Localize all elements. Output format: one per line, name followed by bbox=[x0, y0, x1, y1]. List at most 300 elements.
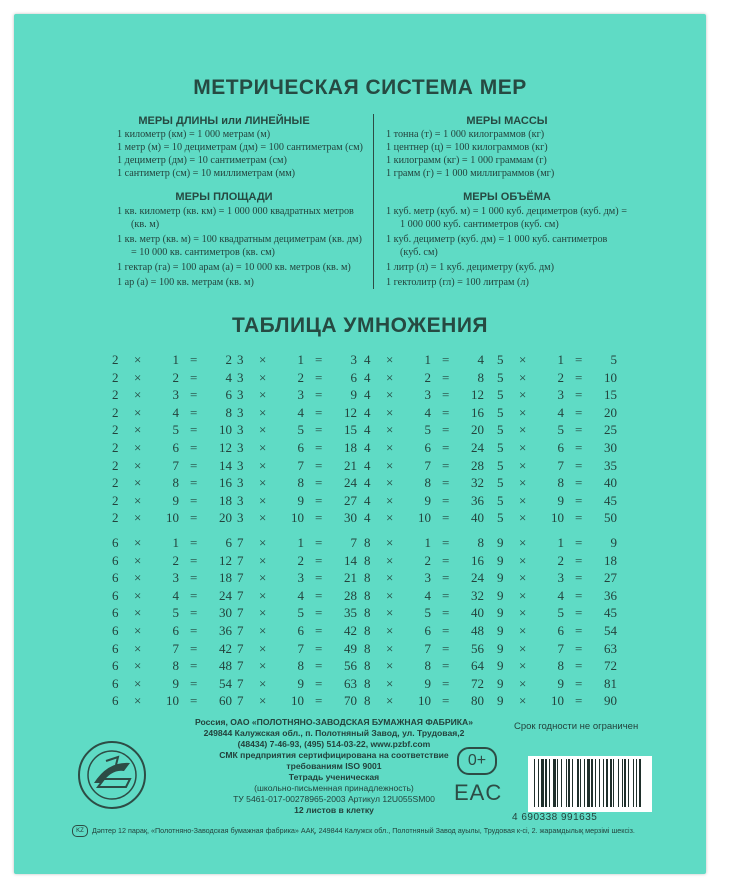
mult-equals: = bbox=[315, 352, 323, 367]
mult-factor: 8 bbox=[297, 475, 304, 491]
mult-result: 54 bbox=[219, 675, 232, 691]
mult-result: 12 bbox=[219, 552, 232, 568]
mult-factor: 7 bbox=[297, 640, 304, 656]
mult-result: 42 bbox=[219, 640, 232, 656]
mult-row bbox=[237, 588, 362, 606]
mult-row bbox=[497, 510, 622, 528]
mult-factor: 5 bbox=[297, 605, 304, 621]
barcode-bar bbox=[549, 759, 550, 807]
mult-times: × bbox=[134, 492, 142, 508]
mult-row bbox=[497, 475, 622, 493]
footer-line: СМК предприятия сертифицирована на соответствие bbox=[219, 750, 449, 760]
mult-times: × bbox=[259, 640, 267, 656]
barcode-bar bbox=[572, 759, 573, 807]
mult-base: 6 bbox=[112, 587, 119, 603]
mult-times: × bbox=[386, 552, 394, 568]
mult-base: 5 bbox=[497, 422, 504, 438]
mult-row bbox=[237, 405, 362, 423]
mult-factor: 3 bbox=[557, 570, 564, 586]
mult-times: × bbox=[519, 369, 527, 385]
mult-base: 4 bbox=[364, 387, 371, 403]
mult-row bbox=[112, 510, 237, 528]
mult-column bbox=[497, 535, 622, 711]
footer-line: требованиям ISO 9001 bbox=[286, 761, 382, 771]
mult-factor: 8 bbox=[297, 658, 304, 674]
length-list bbox=[117, 129, 387, 180]
mult-equals: = bbox=[575, 352, 583, 367]
mult-row bbox=[497, 370, 622, 388]
mult-row bbox=[237, 570, 362, 588]
mult-equals: = bbox=[442, 605, 450, 621]
mult-equals: = bbox=[442, 387, 450, 403]
mult-result: 18 bbox=[604, 552, 617, 568]
mult-result: 48 bbox=[471, 622, 484, 638]
mult-result: 40 bbox=[471, 605, 484, 621]
mult-result: 15 bbox=[344, 422, 357, 438]
mult-times: × bbox=[386, 457, 394, 473]
mult-times: × bbox=[519, 387, 527, 403]
mult-result: 40 bbox=[471, 510, 484, 526]
mult-base: 3 bbox=[237, 404, 244, 420]
mult-times: × bbox=[134, 587, 142, 603]
mult-base: 5 bbox=[497, 352, 504, 367]
mult-result: 12 bbox=[344, 404, 357, 420]
mult-times: × bbox=[259, 605, 267, 621]
mult-factor: 9 bbox=[172, 675, 179, 691]
mult-base: 7 bbox=[237, 605, 244, 621]
mult-row bbox=[237, 641, 362, 659]
mult-times: × bbox=[134, 510, 142, 526]
multiplication-title: ТАБЛИЦА УМНОЖЕНИЯ bbox=[231, 314, 489, 337]
mult-times: × bbox=[386, 475, 394, 491]
mult-result: 10 bbox=[604, 369, 617, 385]
mult-times: × bbox=[386, 587, 394, 603]
mult-factor: 3 bbox=[172, 570, 179, 586]
mult-factor: 3 bbox=[297, 387, 304, 403]
mult-result: 21 bbox=[344, 457, 357, 473]
mult-equals: = bbox=[575, 387, 583, 403]
footer-line: 249844 Калужская обл., п. Полотняный Завод, ул. Трудовая,2 bbox=[203, 728, 465, 738]
mult-equals: = bbox=[575, 404, 583, 420]
mult-factor: 7 bbox=[172, 640, 179, 656]
mult-result: 14 bbox=[344, 552, 357, 568]
mult-times: × bbox=[259, 658, 267, 674]
mult-result: 70 bbox=[344, 693, 357, 709]
length-title: МЕРЫ ДЛИНЫ или ЛИНЕЙНЫЕ bbox=[138, 115, 310, 127]
mult-equals: = bbox=[575, 605, 583, 621]
mult-base: 7 bbox=[237, 552, 244, 568]
mult-row bbox=[497, 405, 622, 423]
barcode-bar bbox=[557, 759, 558, 807]
mult-factor: 4 bbox=[172, 404, 179, 420]
mult-row bbox=[237, 693, 362, 711]
mult-row bbox=[237, 605, 362, 623]
mult-result: 54 bbox=[604, 622, 617, 638]
mult-row bbox=[112, 605, 237, 623]
mult-base: 3 bbox=[237, 352, 244, 367]
mult-row bbox=[112, 370, 237, 388]
mult-row bbox=[497, 440, 622, 458]
mult-row bbox=[364, 605, 489, 623]
mult-factor: 7 bbox=[424, 640, 431, 656]
mult-equals: = bbox=[315, 658, 323, 674]
volume-line: 1 000 000 куб. сантиметров (куб. см) bbox=[400, 219, 559, 230]
barcode-bar bbox=[639, 759, 641, 807]
mult-factor: 5 bbox=[557, 605, 564, 621]
mult-times: × bbox=[386, 369, 394, 385]
mult-base: 2 bbox=[112, 422, 119, 438]
mass-line: 1 грамм (г) = 1 000 миллиграммов (мг) bbox=[386, 168, 555, 179]
mult-result: 28 bbox=[344, 587, 357, 603]
mult-factor: 7 bbox=[297, 457, 304, 473]
mult-equals: = bbox=[190, 640, 198, 656]
mult-factor: 7 bbox=[557, 640, 564, 656]
mult-base: 9 bbox=[497, 605, 504, 621]
mult-factor: 3 bbox=[424, 570, 431, 586]
mult-times: × bbox=[134, 605, 142, 621]
mult-result: 20 bbox=[604, 404, 617, 420]
mult-equals: = bbox=[315, 605, 323, 621]
mult-base: 6 bbox=[112, 693, 119, 709]
mult-factor: 1 bbox=[424, 352, 431, 367]
mult-base: 5 bbox=[497, 510, 504, 526]
mult-equals: = bbox=[315, 587, 323, 603]
mult-factor: 6 bbox=[297, 439, 304, 455]
mult-equals: = bbox=[575, 457, 583, 473]
mult-base: 4 bbox=[364, 475, 371, 491]
mult-base: 6 bbox=[112, 640, 119, 656]
barcode-bar bbox=[618, 759, 619, 807]
barcode-bar bbox=[591, 759, 593, 807]
mult-result: 28 bbox=[471, 457, 484, 473]
mult-result: 20 bbox=[471, 422, 484, 438]
barcode-bar bbox=[599, 759, 600, 807]
mult-result: 35 bbox=[604, 457, 617, 473]
mult-row bbox=[112, 693, 237, 711]
mult-base: 9 bbox=[497, 675, 504, 691]
mult-equals: = bbox=[575, 475, 583, 491]
mult-equals: = bbox=[442, 457, 450, 473]
mult-base: 3 bbox=[237, 492, 244, 508]
mult-times: × bbox=[134, 658, 142, 674]
mult-factor: 6 bbox=[297, 622, 304, 638]
mult-row bbox=[112, 440, 237, 458]
mult-row bbox=[112, 553, 237, 571]
mult-factor: 10 bbox=[166, 510, 179, 526]
mult-equals: = bbox=[190, 658, 198, 674]
mult-base: 5 bbox=[497, 369, 504, 385]
mult-result: 9 bbox=[350, 387, 357, 403]
volume-line: 1 гектолитр (гл) = 100 литрам (л) bbox=[386, 277, 529, 288]
volume-line: 1 куб. метр (куб. м) = 1 000 куб. дециметров (куб. дм) = bbox=[386, 206, 627, 217]
mult-times: × bbox=[259, 475, 267, 491]
mult-result: 8 bbox=[477, 369, 484, 385]
mult-equals: = bbox=[315, 422, 323, 438]
mult-row bbox=[237, 475, 362, 493]
mult-factor: 6 bbox=[557, 439, 564, 455]
barcode-bar bbox=[610, 759, 612, 807]
mult-base: 5 bbox=[497, 492, 504, 508]
mult-times: × bbox=[259, 622, 267, 638]
mult-factor: 1 bbox=[424, 535, 431, 550]
manufacturer-info bbox=[164, 717, 504, 816]
mult-result: 27 bbox=[344, 492, 357, 508]
mult-result: 72 bbox=[471, 675, 484, 691]
mult-factor: 9 bbox=[297, 492, 304, 508]
barcode-bar bbox=[613, 759, 614, 807]
mult-row bbox=[112, 641, 237, 659]
barcode-bar bbox=[553, 759, 556, 807]
mult-times: × bbox=[519, 422, 527, 438]
area-line: = 10 000 кв. сантиметров (кв. см) bbox=[131, 247, 275, 258]
mult-row bbox=[112, 493, 237, 511]
mult-result: 9 bbox=[610, 535, 617, 550]
mult-result: 8 bbox=[477, 535, 484, 550]
mult-result: 72 bbox=[604, 658, 617, 674]
mult-times: × bbox=[134, 640, 142, 656]
mult-base: 2 bbox=[112, 387, 119, 403]
mass-list bbox=[386, 129, 656, 180]
mult-equals: = bbox=[315, 457, 323, 473]
mult-base: 4 bbox=[364, 457, 371, 473]
mult-row bbox=[497, 641, 622, 659]
mult-times: × bbox=[519, 693, 527, 709]
barcode-bar bbox=[624, 759, 626, 807]
mult-base: 2 bbox=[112, 369, 119, 385]
area-line: 1 кв. метр (кв. м) = 100 квадратным дециметрам (кв. дм) bbox=[117, 234, 362, 245]
footer-line: Россия, ОАО «ПОЛОТНЯНО-ЗАВОДСКАЯ БУМАЖНАЯ ФАБРИКА» bbox=[194, 717, 473, 727]
mult-times: × bbox=[386, 605, 394, 621]
mult-equals: = bbox=[190, 457, 198, 473]
mult-column bbox=[112, 352, 237, 528]
mult-row bbox=[364, 387, 489, 405]
mult-equals: = bbox=[190, 475, 198, 491]
mult-equals: = bbox=[315, 492, 323, 508]
mult-times: × bbox=[386, 658, 394, 674]
mult-equals: = bbox=[442, 369, 450, 385]
mult-equals: = bbox=[190, 622, 198, 638]
mult-base: 2 bbox=[112, 492, 119, 508]
mult-times: × bbox=[386, 492, 394, 508]
barcode-bar bbox=[636, 759, 637, 807]
mult-base: 9 bbox=[497, 552, 504, 568]
mult-factor: 9 bbox=[424, 492, 431, 508]
mult-row bbox=[364, 658, 489, 676]
mult-row bbox=[497, 623, 622, 641]
mult-base: 5 bbox=[497, 404, 504, 420]
footer-line: (школьно-письменная принадлежность) bbox=[254, 783, 414, 793]
mult-equals: = bbox=[442, 439, 450, 455]
page-title: МЕТРИЧЕСКАЯ СИСТЕМА МЕР bbox=[193, 76, 527, 99]
mult-result: 6 bbox=[225, 387, 232, 403]
mult-base: 4 bbox=[364, 439, 371, 455]
mult-result: 63 bbox=[604, 640, 617, 656]
barcode-bar bbox=[568, 759, 570, 807]
mult-base: 8 bbox=[364, 658, 371, 674]
barcode-bar bbox=[595, 759, 596, 807]
mult-result: 15 bbox=[604, 387, 617, 403]
mult-times: × bbox=[386, 404, 394, 420]
length-line: 1 сантиметр (см) = 10 миллиметрам (мм) bbox=[117, 168, 296, 179]
mult-result: 45 bbox=[604, 605, 617, 621]
mult-times: × bbox=[259, 352, 267, 367]
mult-result: 21 bbox=[344, 570, 357, 586]
mult-equals: = bbox=[442, 552, 450, 568]
mult-result: 36 bbox=[219, 622, 232, 638]
mult-equals: = bbox=[190, 570, 198, 586]
barcode-bar bbox=[566, 759, 567, 807]
mult-equals: = bbox=[575, 622, 583, 638]
mult-factor: 8 bbox=[172, 658, 179, 674]
mult-times: × bbox=[259, 510, 267, 526]
mult-factor: 7 bbox=[172, 457, 179, 473]
mult-times: × bbox=[134, 552, 142, 568]
mult-times: × bbox=[519, 587, 527, 603]
mult-times: × bbox=[134, 439, 142, 455]
mult-factor: 2 bbox=[172, 552, 179, 568]
mult-times: × bbox=[386, 535, 394, 550]
barcode-number: 4 690338 991635 bbox=[512, 812, 598, 823]
mult-equals: = bbox=[442, 658, 450, 674]
mult-result: 14 bbox=[219, 457, 232, 473]
mult-row bbox=[364, 553, 489, 571]
mult-row bbox=[112, 658, 237, 676]
mult-times: × bbox=[386, 570, 394, 586]
mult-equals: = bbox=[190, 510, 198, 526]
mult-equals: = bbox=[442, 492, 450, 508]
mult-factor: 6 bbox=[172, 622, 179, 638]
mult-row bbox=[497, 387, 622, 405]
mult-result: 18 bbox=[219, 570, 232, 586]
mult-equals: = bbox=[442, 404, 450, 420]
mult-times: × bbox=[259, 492, 267, 508]
mult-result: 2 bbox=[225, 352, 232, 367]
mult-row bbox=[497, 676, 622, 694]
mult-times: × bbox=[134, 404, 142, 420]
mult-factor: 2 bbox=[424, 552, 431, 568]
mult-times: × bbox=[259, 693, 267, 709]
mult-result: 10 bbox=[219, 422, 232, 438]
mult-times: × bbox=[386, 352, 394, 367]
mult-times: × bbox=[519, 570, 527, 586]
mult-base: 6 bbox=[112, 605, 119, 621]
mult-equals: = bbox=[442, 587, 450, 603]
mult-times: × bbox=[134, 475, 142, 491]
mult-base: 7 bbox=[237, 535, 244, 550]
mult-row bbox=[364, 352, 489, 370]
mult-row bbox=[364, 405, 489, 423]
mult-base: 9 bbox=[497, 535, 504, 550]
mult-equals: = bbox=[315, 693, 323, 709]
mult-factor: 4 bbox=[297, 404, 304, 420]
mult-result: 36 bbox=[471, 492, 484, 508]
mult-times: × bbox=[134, 693, 142, 709]
mult-times: × bbox=[519, 658, 527, 674]
mult-factor: 4 bbox=[172, 587, 179, 603]
mult-base: 9 bbox=[497, 622, 504, 638]
mult-column bbox=[237, 535, 362, 711]
mult-base: 5 bbox=[497, 387, 504, 403]
barcode-bar bbox=[538, 759, 539, 807]
volume-line: 1 куб. дециметр (куб. дм) = 1 000 куб. сантиметров bbox=[386, 234, 608, 245]
mult-base: 7 bbox=[237, 587, 244, 603]
barcode-bar bbox=[603, 759, 604, 807]
mult-times: × bbox=[134, 369, 142, 385]
mult-row bbox=[237, 458, 362, 476]
mult-equals: = bbox=[190, 675, 198, 691]
mult-result: 30 bbox=[344, 510, 357, 526]
mult-base: 4 bbox=[364, 510, 371, 526]
mult-result: 56 bbox=[471, 640, 484, 656]
mult-row bbox=[364, 570, 489, 588]
mult-base: 8 bbox=[364, 587, 371, 603]
mult-equals: = bbox=[315, 622, 323, 638]
mult-equals: = bbox=[190, 369, 198, 385]
volume-line: (куб. см) bbox=[400, 247, 438, 258]
mult-equals: = bbox=[315, 404, 323, 420]
mult-row bbox=[497, 535, 622, 553]
mult-equals: = bbox=[190, 352, 198, 367]
mult-row bbox=[112, 535, 237, 553]
mult-result: 42 bbox=[344, 622, 357, 638]
length-line: 1 километр (км) = 1 000 метрам (м) bbox=[117, 129, 271, 140]
mult-row bbox=[112, 405, 237, 423]
mult-equals: = bbox=[315, 552, 323, 568]
mult-factor: 3 bbox=[557, 387, 564, 403]
age-rating-badge: 0+ bbox=[457, 747, 497, 775]
mult-result: 6 bbox=[225, 535, 232, 550]
mult-base: 2 bbox=[112, 510, 119, 526]
mult-result: 12 bbox=[219, 439, 232, 455]
mult-factor: 10 bbox=[291, 510, 304, 526]
mult-factor: 5 bbox=[297, 422, 304, 438]
mult-times: × bbox=[519, 675, 527, 691]
mult-row bbox=[364, 676, 489, 694]
mult-base: 2 bbox=[112, 475, 119, 491]
mult-result: 4 bbox=[477, 352, 484, 367]
mult-equals: = bbox=[442, 475, 450, 491]
mult-row bbox=[112, 623, 237, 641]
mult-row bbox=[364, 475, 489, 493]
mult-base: 8 bbox=[364, 570, 371, 586]
mult-result: 90 bbox=[604, 693, 617, 709]
barcode-bar bbox=[580, 759, 581, 807]
mult-equals: = bbox=[190, 404, 198, 420]
barcode-bar bbox=[541, 759, 544, 807]
mult-factor: 4 bbox=[424, 404, 431, 420]
mult-equals: = bbox=[575, 492, 583, 508]
mult-base: 8 bbox=[364, 640, 371, 656]
mult-result: 64 bbox=[471, 658, 484, 674]
mult-equals: = bbox=[190, 552, 198, 568]
mult-equals: = bbox=[315, 640, 323, 656]
mult-factor: 10 bbox=[291, 693, 304, 709]
mult-factor: 3 bbox=[424, 387, 431, 403]
mult-row bbox=[497, 458, 622, 476]
logo-emblem bbox=[78, 741, 146, 809]
barcode-bar bbox=[584, 759, 585, 807]
mult-equals: = bbox=[190, 535, 198, 550]
mult-row bbox=[112, 475, 237, 493]
mult-factor: 5 bbox=[424, 422, 431, 438]
mult-factor: 9 bbox=[424, 675, 431, 691]
mult-times: × bbox=[259, 570, 267, 586]
mult-times: × bbox=[259, 387, 267, 403]
mult-times: × bbox=[386, 622, 394, 638]
mult-base: 4 bbox=[364, 492, 371, 508]
mult-times: × bbox=[519, 475, 527, 491]
mult-equals: = bbox=[315, 535, 323, 550]
